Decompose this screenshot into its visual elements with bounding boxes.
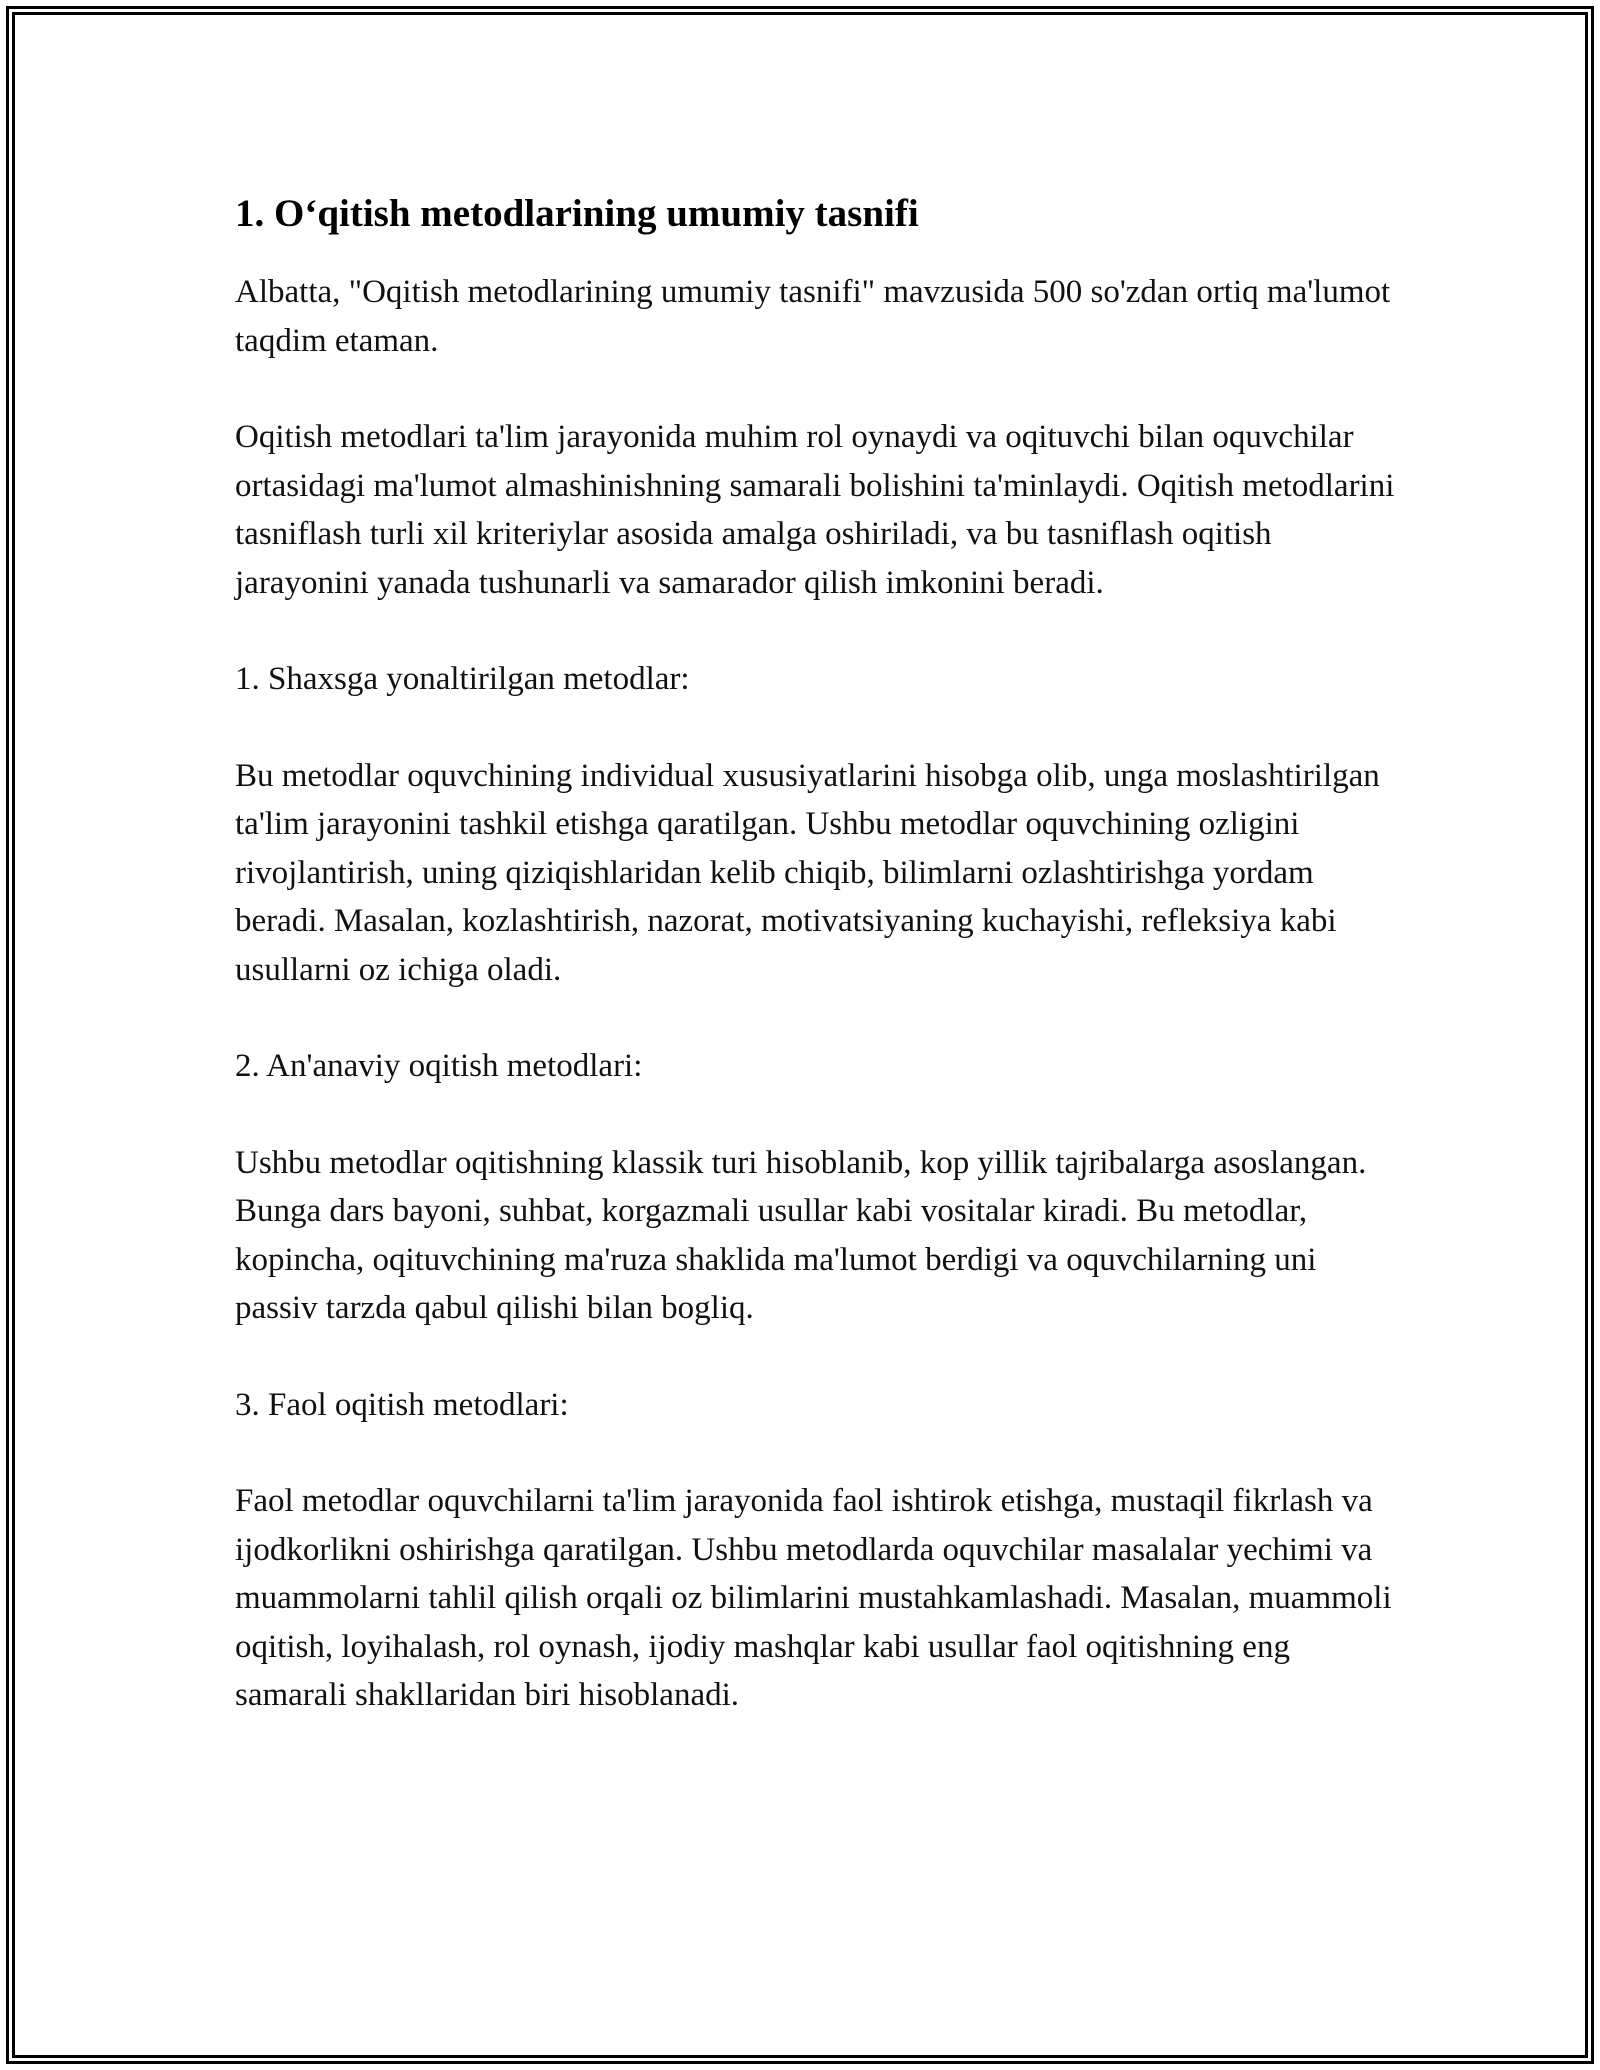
traditional-methods-paragraph: Ushbu metodlar oqitishning klassik turi hisoblanib, kop yillik tajribalarga asoslangan. Bunga dars bayoni, suhbat, korgazmali usullar kabi vositalar kiradi. Bu metodlar, kopincha, oqituvchining ma'ruza shaklida ma'lumot berdigi va oquvchilarning uni passiv tarzda qabul qilishi bilan bogliq. [235,1144,1367,1326]
overview-paragraph: Oqitish metodlari ta'lim jarayonida muhim rol oynaydi va oqituvchi bilan oquvchilar ortasidagi ma'lumot almashinishning samarali bolishini ta'minlaydi. Oqitish metodlarini tasniflash turli xil kriteriylar asosida amalga oshiriladi, va bu tasniflash oqitish jarayonini yanada tushunarli va samarador qilish imkonini beradi. [235,419,1395,601]
document-body [235,188,1395,1768]
subheading-personal-methods: 1. Shaxsga yonaltirilgan metodlar: [235,661,690,697]
personal-methods-paragraph: Bu metodlar oquvchining individual xususiyatlarini hisobga olib, unga moslashtirilgan ta'lim jarayonini tashkil etishga qaratilgan. Ushbu metodlar oquvchining ozligini rivojlantirish, uning qiziqishlaridan kelib chiqib, bilimlarni ozlashtirishga yordam beradi. Masalan, kozlashtirish, nazorat, motivatsiyaning kuchayishi, refleksiya kabi usullarni oz ichiga oladi. [235,757,1380,988]
active-methods-paragraph: Faol metodlar oquvchilarni ta'lim jarayonida faol ishtirok etishga, mustaqil fikrlash va ijodkorlikni oshirishga qaratilgan. Ushbu metodlarda oquvchilar masalalar yechimi va muammolarni tahlil qilish orqali oz bilimlarini mustahkamlashadi. Masalan, muammoli oqitish, loyihalash, rol oynash, ijodiy mashqlar kabi usullar faol oqitishning eng samarali shakllaridan biri hisoblanadi. [235,1483,1392,1713]
section-heading: 1. O‘qitish metodlarining umumiy tasnifi [235,192,919,235]
intro-paragraph: Albatta, "Oqitish metodlarining umumiy tasnifi" mavzusida 500 so'zdan ortiq ma'lumot taqdim etaman. [235,274,1391,359]
subheading-active-methods: 3. Faol oqitish metodlari: [235,1386,569,1423]
subheading-traditional-methods: 2. An'anaviy oqitish metodlari: [235,1048,643,1084]
